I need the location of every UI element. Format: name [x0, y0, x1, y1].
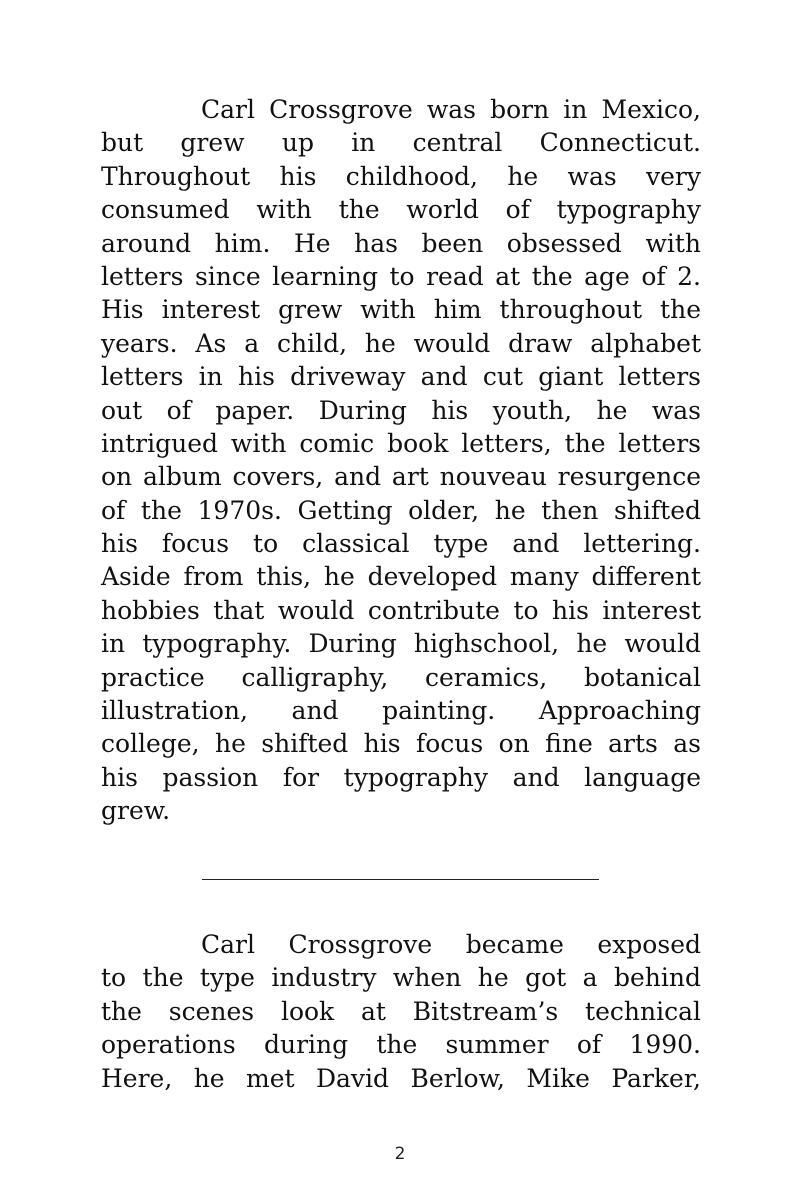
paragraph-line: the scenes look at Bitstream’s technical — [101, 996, 701, 1026]
paragraph-line: Carl Crossgrove became exposed — [201, 930, 701, 959]
paragraph-line: college, he shifted his focus on fine arts as — [101, 729, 701, 759]
paragraph-line: out of paper. During his youth, he was — [101, 395, 701, 425]
paragraph-line: of the 1970s. Getting older, he then shifted — [101, 495, 701, 525]
paragraph-line: on album covers, and art nouveau resurgence — [101, 462, 701, 492]
paragraph-line: illustration, and painting. Approaching — [101, 696, 701, 726]
paragraph-line: Aside from this, he developed many different — [101, 562, 701, 592]
paragraph-line: his passion for typography and language — [101, 762, 701, 792]
paragraph-line: consumed with the world of typography — [101, 195, 701, 225]
page-number: 2 — [394, 1144, 406, 1164]
paragraph-line: practice calligraphy, ceramics, botanical — [101, 662, 701, 692]
paragraph-line: operations during the summer of 1990. — [101, 1030, 701, 1060]
paragraph-line: letters since learning to read at the age of 2. — [101, 261, 701, 291]
paragraph-1 — [101, 93, 701, 828]
paragraph-line: years. As a child, he would draw alphabet — [101, 328, 701, 358]
paragraph-line: His interest grew with him throughout the — [101, 295, 701, 325]
paragraph-2 — [101, 928, 701, 1095]
paragraph-line: Here, he met David Berlow, Mike Parker, — [101, 1063, 701, 1093]
paragraph-line: in typography. During highschool, he would — [101, 629, 701, 659]
paragraph-line: but grew up in central Connecticut. — [101, 128, 701, 158]
paragraph-line: around him. He has been obsessed with — [101, 228, 701, 258]
paragraph-line: to the type industry when he got a behind — [101, 963, 701, 993]
paragraph-line: intrigued with comic book letters, the letters — [101, 428, 701, 458]
paragraph-line: his focus to classical type and lettering. — [101, 529, 701, 559]
paragraph-line: grew. — [101, 796, 171, 826]
paragraph-line: hobbies that would contribute to his interest — [101, 595, 701, 625]
paragraph-line: Carl Crossgrove was born in Mexico, — [201, 95, 701, 124]
section-divider — [202, 879, 599, 880]
paragraph-line: Throughout his childhood, he was very — [101, 161, 701, 191]
paragraph-line: letters in his driveway and cut giant letters — [101, 362, 701, 392]
